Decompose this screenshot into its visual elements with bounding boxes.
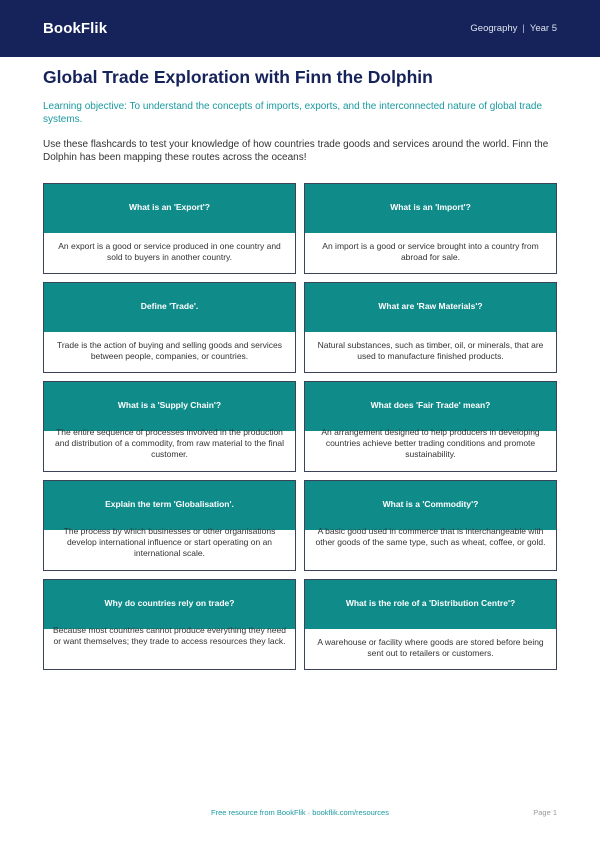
footer-link[interactable]: Free resource from BookFlik · bookflik.com/resources <box>211 808 389 817</box>
flashcard-answer: An import is a good or service brought into a country from abroad for sale. <box>322 240 539 262</box>
flashcard[interactable] <box>304 579 557 670</box>
flashcard-question: What is a 'Supply Chain'? <box>44 382 295 431</box>
flashcard[interactable] <box>304 183 557 274</box>
flashcard[interactable] <box>43 480 296 571</box>
page-number: Page 1 <box>533 808 557 817</box>
intro-text: Use these flashcards to test your knowledge of how countries trade goods and services around the world. Finn the Dolphin has been mapping these routes across the oceans! <box>43 139 549 163</box>
flashcard-question: What are 'Raw Materials'? <box>305 283 556 332</box>
page-title: Global Trade Exploration with Finn the Dolphin <box>43 67 433 87</box>
learning-objective: Learning objective: To understand the concepts of imports, exports, and the interconnected nature of global trade systems. <box>43 101 543 125</box>
header-meta <box>470 23 557 34</box>
flashcard-answer: An arrangement designed to help producers in developing countries achieve better trading conditions and promote sustainability. <box>321 427 540 459</box>
flashcard[interactable] <box>304 282 557 373</box>
flashcard[interactable] <box>43 381 296 472</box>
flashcard[interactable] <box>43 282 296 373</box>
flashcard[interactable] <box>43 579 296 670</box>
flashcard-question: Define 'Trade'. <box>44 283 295 332</box>
year-label: Year 5 <box>529 23 557 34</box>
flashcard-answer: An export is a good or service produced in one country and sold to buyers in another country. <box>58 240 281 262</box>
flashcard-question: What is a 'Commodity'? <box>305 481 556 530</box>
flashcard-answer: A basic good used in commerce that is interchangeable with other goods of the same type, such as wheat, coffee, or gold. <box>315 526 546 547</box>
flashcard-question: What does 'Fair Trade' mean? <box>305 382 556 431</box>
flashcard-question: Why do countries rely on trade? <box>44 580 295 629</box>
meta-separator: | <box>522 23 525 34</box>
flashcard-question: Explain the term 'Globalisation'. <box>44 481 295 530</box>
flashcard-answer: Because most countries cannot produce everything they need or want themselves; they trade to access resources they lack. <box>53 625 286 646</box>
flashcard-question: What is an 'Import'? <box>305 184 556 233</box>
flashcard[interactable] <box>304 480 557 571</box>
flashcard-answer: The entire sequence of processes involved in the production and distribution of a commodity, from raw material to the final customer. <box>55 427 284 459</box>
flashcard[interactable] <box>304 381 557 472</box>
flashcard-answer: The process by which businesses or other organisations develop international influence or start operating on an international scale. <box>63 526 276 558</box>
flashcard-answer: A warehouse or facility where goods are stored before being sent out to retailers or customers. <box>317 636 544 658</box>
subject-label: Geography <box>470 23 518 34</box>
page-header <box>0 0 600 57</box>
flashcard-question: What is an 'Export'? <box>44 184 295 233</box>
flashcard-question: What is the role of a 'Distribution Centre'? <box>305 580 556 629</box>
flashcard[interactable] <box>43 183 296 274</box>
flashcard-answer: Natural substances, such as timber, oil, or minerals, that are used to manufacture finished products. <box>317 339 544 361</box>
brand-logo[interactable]: BookFlik <box>43 20 108 37</box>
flashcard-answer: Trade is the action of buying and selling goods and services between people, companies, or countries. <box>56 339 283 361</box>
flashcard-grid <box>43 183 557 670</box>
